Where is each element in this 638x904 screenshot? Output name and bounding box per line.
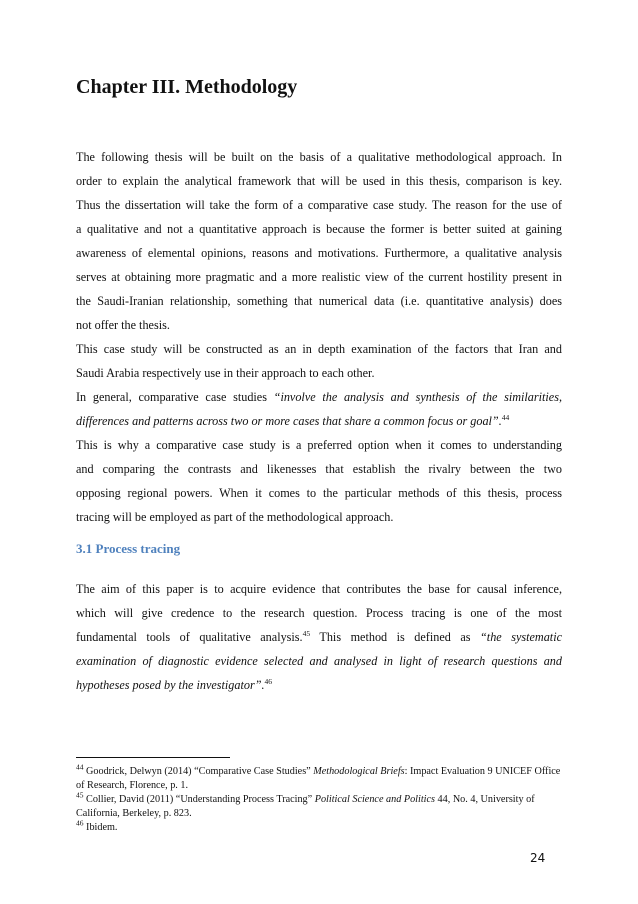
text-line: which will give credence to the research question. Process tracing is one of the most bbox=[76, 606, 562, 620]
paragraph-process-tracing bbox=[76, 577, 562, 697]
paragraph-case-study bbox=[76, 337, 562, 385]
footnote-ref: 44 bbox=[501, 412, 510, 422]
text-line: awareness of elemental opinions, reasons and motivations. Furthermore, a qualitative analysis bbox=[76, 246, 562, 260]
text-line: serves at obtaining more pragmatic and a more realistic view of the current hostility present in bbox=[76, 270, 562, 284]
footnote-number: 45 bbox=[76, 790, 84, 800]
footnote-divider bbox=[76, 757, 230, 758]
text-line: a qualitative and not a quantitative approach is because the former is better suited at gaining bbox=[76, 222, 562, 236]
text-run: fundamental tools of qualitative analysis. bbox=[76, 630, 303, 644]
paragraph-intro bbox=[76, 145, 562, 337]
text-line: Saudi Arabia respectively use in their approach to each other. bbox=[76, 366, 375, 380]
quote-text: differences and patterns across two or more cases that share a common focus or goal”. bbox=[76, 414, 502, 428]
text-line: This is why a comparative case study is a preferred option when it comes to understanding bbox=[76, 438, 562, 452]
footnote-text: Ibidem. bbox=[83, 822, 118, 833]
text-line bbox=[76, 385, 562, 409]
footnote-46 bbox=[76, 818, 562, 835]
footnote-text: Collier, David (2011) “Understanding Process Tracing” bbox=[83, 794, 315, 805]
text-line: This case study will be constructed as an in depth examination of the factors that Iran and bbox=[76, 342, 562, 356]
text-run: This method is defined as bbox=[310, 630, 481, 644]
text-line bbox=[76, 625, 562, 649]
text-line bbox=[76, 649, 562, 673]
text-line: the Saudi-Iranian relationship, something that numerical data (i.e. quantitative analysis) does bbox=[76, 294, 562, 308]
text-line: The aim of this paper is to acquire evidence that contributes the base for causal inference, bbox=[76, 582, 562, 596]
quote-text: “involve the analysis and synthesis of the similarities, bbox=[273, 390, 562, 404]
quote-text: examination of diagnostic evidence selected and analysed in light of research questions and bbox=[76, 654, 562, 668]
paragraph-comparative bbox=[76, 385, 562, 529]
footnote-ref: 46 bbox=[264, 676, 273, 686]
text-line: not offer the thesis. bbox=[76, 318, 170, 332]
text-line: order to explain the analytical framework that will be used in this thesis, comparison is key. bbox=[76, 174, 562, 188]
text-line: Thus the dissertation will take the form of a comparative case study. The reason for the use of bbox=[76, 198, 562, 212]
text-line: tracing will be employed as part of the methodological approach. bbox=[76, 510, 394, 524]
text-line: and comparing the contrasts and likenesses that establish the rivalry between the two bbox=[76, 462, 562, 476]
footnotes bbox=[76, 762, 562, 835]
footnote-45 bbox=[76, 790, 562, 821]
text-run: In general, comparative case studies bbox=[76, 390, 274, 404]
section-title: 3.1 Process tracing bbox=[76, 541, 181, 556]
footnote-ref: 45 bbox=[302, 628, 311, 638]
footnote-title: Political Science and Politics bbox=[314, 794, 435, 805]
quote-text: “the systematic bbox=[480, 630, 562, 644]
text-line bbox=[76, 409, 562, 433]
footnote-title: Methodological Briefs bbox=[313, 766, 405, 777]
quote-text: hypotheses posed by the investigator”. bbox=[76, 678, 265, 692]
footnote-text: : Impact Evaluation 9 UNICEF Office of Research, Florence, p. 1. bbox=[76, 766, 561, 791]
chapter-title: Chapter III. Methodology bbox=[76, 76, 298, 98]
footnote-number: 46 bbox=[76, 818, 84, 828]
footnote-text: 44, No. 4, University of California, Berkeley, p. 823. bbox=[76, 794, 535, 819]
footnote-text: Goodrick, Delwyn (2014) “Comparative Case Studies” bbox=[83, 766, 314, 777]
text-line bbox=[76, 673, 562, 697]
text-line: The following thesis will be built on the basis of a qualitative methodological approach. In bbox=[76, 150, 562, 164]
footnote-number: 44 bbox=[76, 762, 84, 772]
text-line: opposing regional powers. When it comes to the particular methods of this thesis, process bbox=[76, 486, 562, 500]
page-number: 24 bbox=[530, 851, 546, 865]
footnote-44 bbox=[76, 762, 562, 793]
